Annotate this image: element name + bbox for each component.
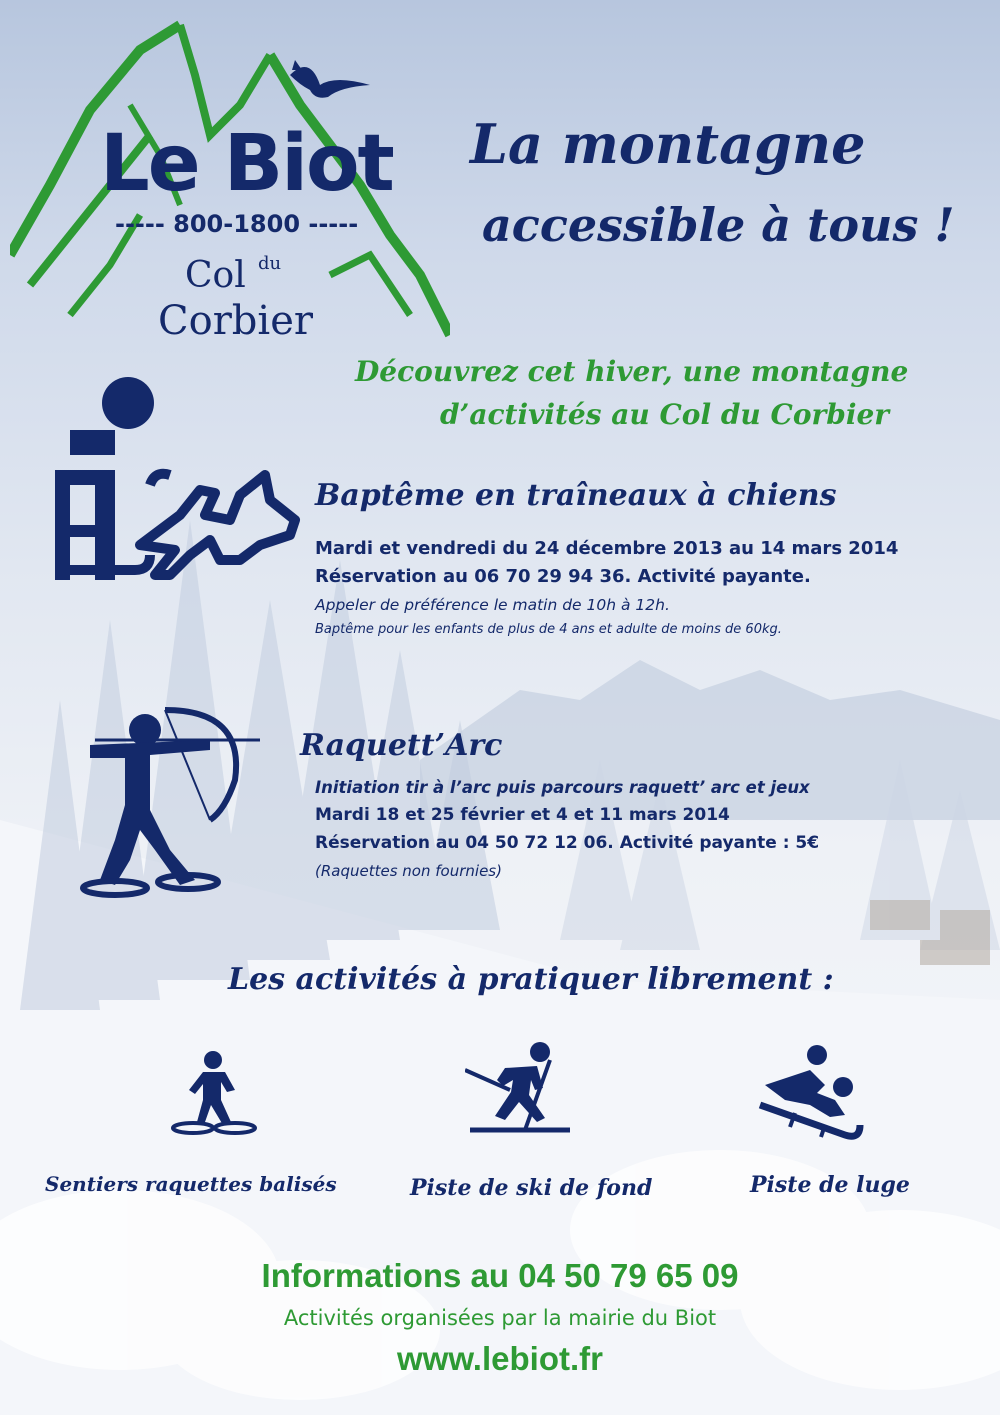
activity-label-crosscountry: Piste de ski de fond	[410, 1175, 653, 1201]
intro-line1: Découvrez cet hiver, une montagne	[355, 355, 909, 388]
dogsled-title: Baptême en traîneaux à chiens	[315, 478, 837, 513]
footer-info: Informations au 04 50 79 65 09	[261, 1257, 739, 1294]
headline-line1: La montagne	[470, 112, 866, 176]
activity-label-sledge: Piste de luge	[750, 1172, 910, 1198]
dogsled-age-note: Baptême pour les enfants de plus de 4 ans et adulte de moins de 60kg.	[315, 622, 782, 637]
free-activities-heading: Les activités à pratiquer librement :	[228, 962, 834, 997]
logo-du: du	[258, 253, 282, 274]
archery-title: Raquett’Arc	[300, 728, 503, 763]
dogsled-booking: Réservation au 06 70 29 94 36. Activité payante.	[315, 566, 811, 587]
logo	[10, 15, 450, 355]
headline-line2: accessible à tous !	[482, 198, 955, 252]
activity-label-snowshoe: Sentiers raquettes balisés	[45, 1172, 337, 1196]
archery-description: Initiation tir à l’arc puis parcours raquett’ arc et jeux	[315, 778, 810, 797]
logo-name: Le Biot	[100, 119, 393, 209]
sledge-icon	[755, 1045, 865, 1150]
intro-line2: d’activités au Col du Corbier	[440, 398, 890, 431]
snowshoe-hiker-icon	[165, 1050, 260, 1135]
logo-altitude: ----- 800-1800 -----	[115, 210, 359, 238]
archery-booking: Réservation au 04 50 72 12 06. Activité payante : 5€	[315, 833, 820, 853]
footer-organizer: Activités organisées par la mairie du Biot	[283, 1306, 717, 1330]
dogsled-dates: Mardi et vendredi du 24 décembre 2013 au 14 mars 2014	[315, 538, 899, 559]
archery-dates: Mardi 18 et 25 février et 4 et 11 mars 2014	[315, 805, 730, 825]
dogsled-call-note: Appeler de préférence le matin de 10h à 12h.	[315, 596, 670, 614]
footer-website[interactable]: www.lebiot.fr	[397, 1340, 603, 1377]
archery-note: (Raquettes non fournies)	[315, 862, 502, 880]
logo-col: Col	[185, 255, 246, 296]
logo-corbier: Corbier	[158, 298, 313, 344]
snowshoe-archer-icon	[60, 700, 270, 900]
dogsled-icon	[40, 375, 310, 590]
cross-country-skier-icon	[465, 1040, 575, 1135]
